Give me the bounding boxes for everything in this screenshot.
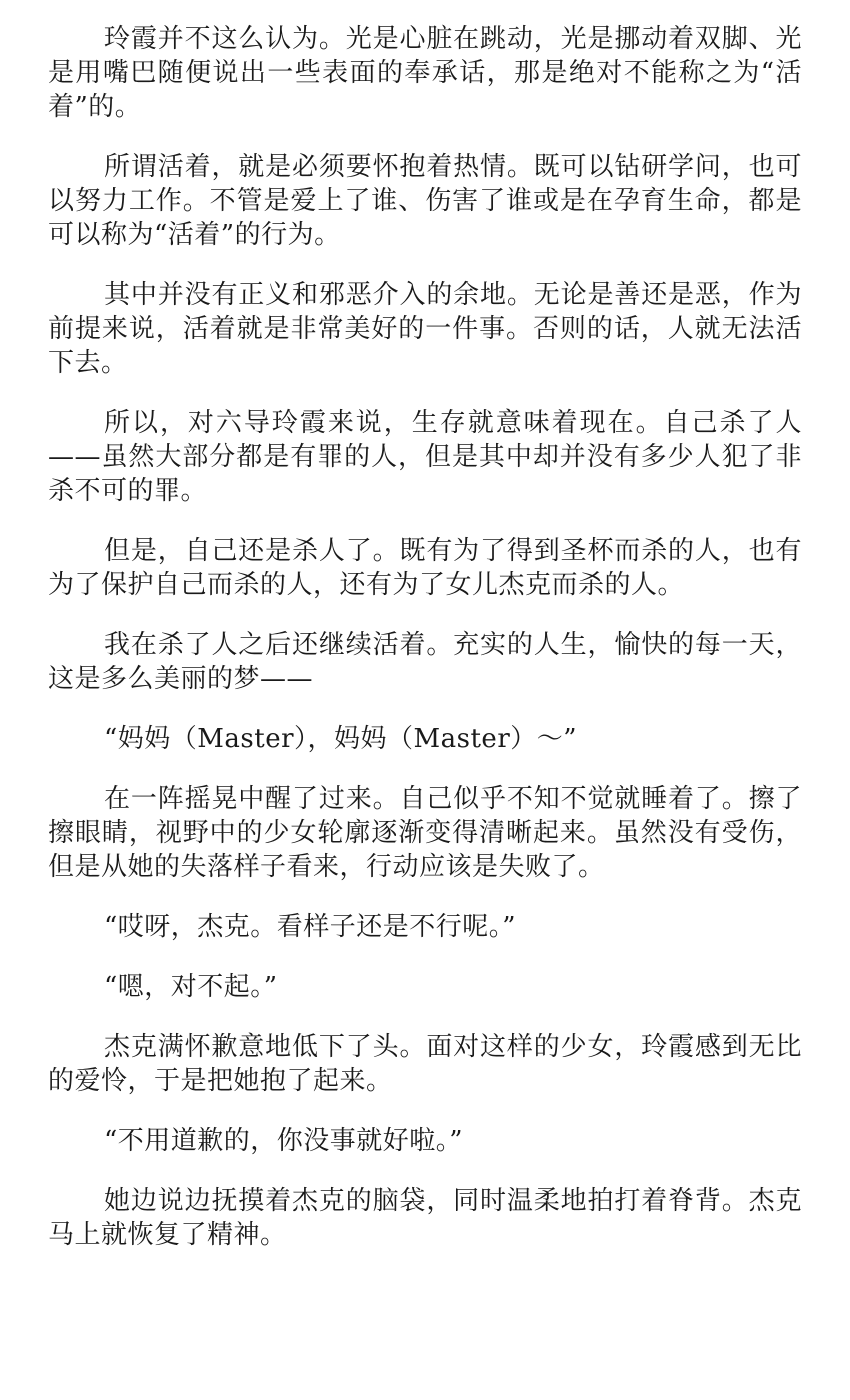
paragraph-8: 杰克满怀歉意地低下了头。面对这样的少女，玲霞感到无比的爱怜，于是把她抱了起来。 bbox=[48, 1032, 802, 1096]
paragraph-7: 在一阵摇晃中醒了过来。自己似乎不知不觉就睡着了。擦了擦眼睛，视野中的少女轮廓逐渐变得清晰起来。虽然没有受伤，但是从她的失落样子看来，行动应该是失败了。 bbox=[48, 784, 802, 882]
paragraph-3: 其中并没有正义和邪恶介入的余地。无论是善还是恶，作为前提来说，活着就是非常美好的一件事。否则的话，人就无法活下去。 bbox=[48, 280, 802, 378]
paragraph-4: 所以，对六导玲霞来说，生存就意味着现在。自己杀了人——虽然大部分都是有罪的人，但是其中却并没有多少人犯了非杀不可的罪。 bbox=[48, 408, 802, 506]
dialogue-line-2: “哎呀，杰克。看样子还是不行呢。” bbox=[104, 912, 517, 942]
paragraph-1: 玲霞并不这么认为。光是心脏在跳动，光是挪动着双脚、光是用嘴巴随便说出一些表面的奉承话，那是绝对不能称之为“活着”的。 bbox=[48, 24, 802, 122]
paragraph-2: 所谓活着，就是必须要怀抱着热情。既可以钻研学问，也可以努力工作。不管是爱上了谁、伤害了谁或是在孕育生命，都是可以称为“活着”的行为。 bbox=[48, 152, 802, 250]
paragraph-5: 但是，自己还是杀人了。既有为了得到圣杯而杀的人，也有为了保护自己而杀的人，还有为了女儿杰克而杀的人。 bbox=[48, 536, 802, 600]
paragraph-9: 她边说边抚摸着杰克的脑袋，同时温柔地拍打着脊背。杰克马上就恢复了精神。 bbox=[48, 1186, 802, 1250]
paragraph-6: 我在杀了人之后还继续活着。充实的人生，愉快的每一天，这是多么美丽的梦—— bbox=[48, 630, 802, 694]
dialogue-line-4: “不用道歉的，你没事就好啦。” bbox=[104, 1126, 464, 1156]
dialogue-line-3: “嗯，对不起。” bbox=[104, 972, 278, 1002]
dialogue-line-1: “妈妈（Master），妈妈（Master）～” bbox=[104, 724, 578, 754]
